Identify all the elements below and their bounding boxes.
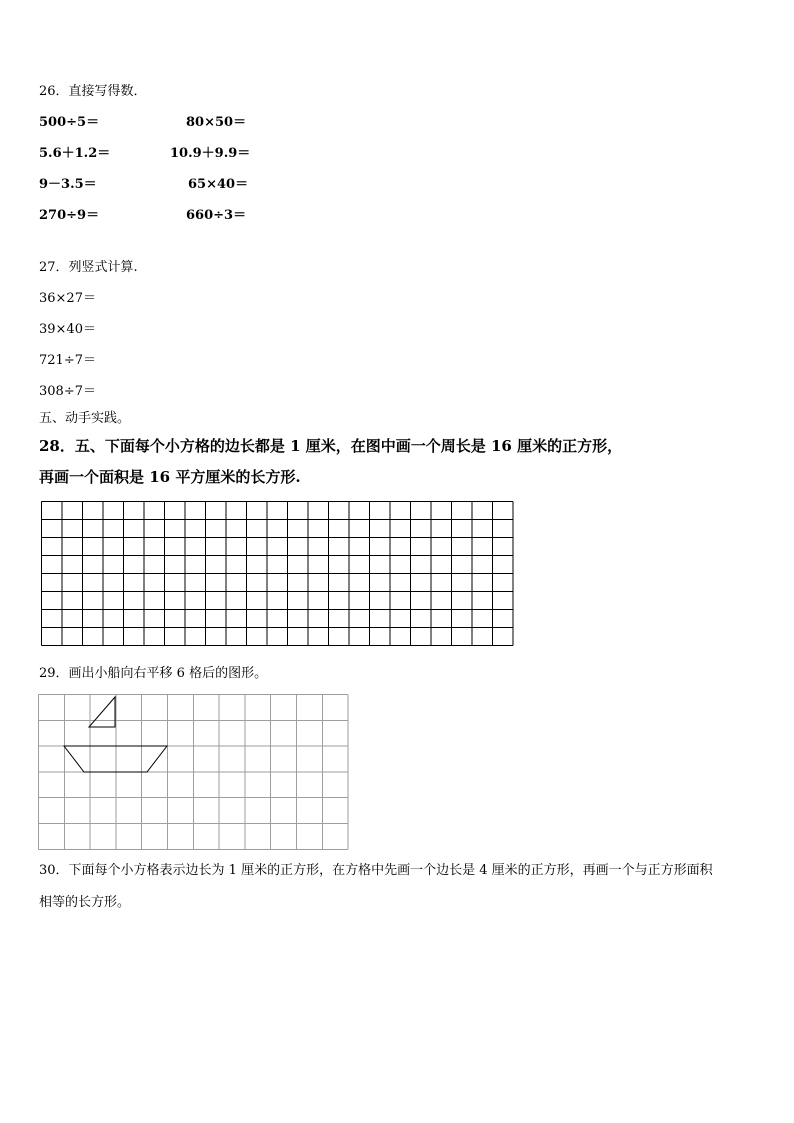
q28-square-grid [40,500,516,650]
q27-item-3: 721÷7＝ [39,353,96,368]
q29-boat-grid [38,694,350,850]
q30-line-2: 相等的长方形。 [39,895,131,910]
q26-expr-6: 65×40＝ [188,177,249,192]
q29-title: 29．画出小船向右平移 6 格后的图形。 [39,666,268,681]
boat-sail [89,697,115,727]
q26-expr-2: 80×50＝ [186,115,247,130]
section-heading: 五、动手实践。 [39,411,131,426]
q26-expr-3: 5.6＋1.2＝ [39,146,111,161]
q26-expr-1: 500÷5＝ [39,115,100,130]
q27-item-2: 39×40＝ [39,322,96,337]
q26-expr-4: 10.9＋9.9＝ [170,146,251,161]
q27-item-1: 36×27＝ [39,291,96,306]
q26-title: 26．直接写得数． [39,84,147,99]
q30-line-1: 30．下面每个小方格表示边长为 1 厘米的正方形，在方格中先画一个边长是 4 厘米的正方形，再画一个与正方形面积 [39,863,713,878]
q28-line-2: 再画一个面积是 16 平方厘米的长方形. [39,468,301,486]
q26-expr-7: 270÷9＝ [39,208,100,223]
q27-item-4: 308÷7＝ [39,384,96,399]
q27-title: 27．列竖式计算. [39,260,138,275]
q26-expr-8: 660÷3＝ [186,208,247,223]
q26-expr-5: 9－3.5＝ [39,177,97,192]
q28-line-1: 28．五、下面每个小方格的边长都是 1 厘米，在图中画一个周长是 16 厘米的正方形， [39,437,623,455]
